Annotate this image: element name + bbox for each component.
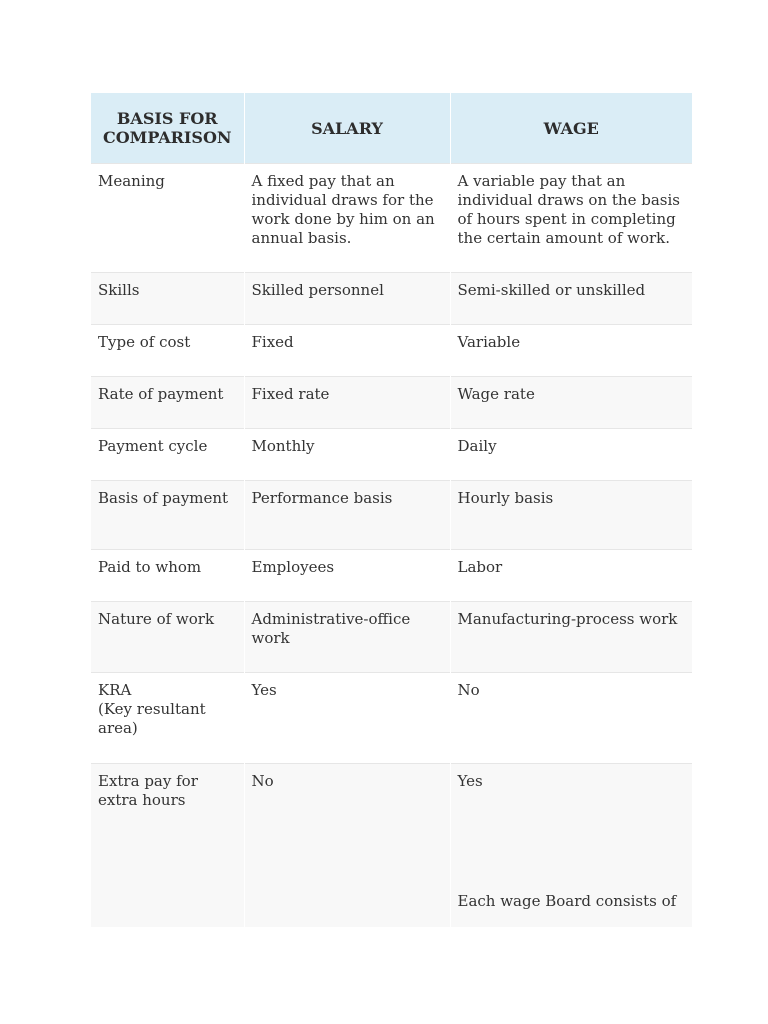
table-row	[91, 673, 692, 764]
cell-salary: Fixed rate	[244, 377, 450, 429]
comparison-table	[91, 93, 692, 927]
cell-basis: Rate of payment	[91, 377, 244, 429]
header-wage: WAGE	[450, 93, 692, 164]
cell-basis: Meaning	[91, 164, 244, 273]
cell-salary: Fixed	[244, 325, 450, 377]
cell-basis: Type of cost	[91, 325, 244, 377]
cell-wage-note: Each wage Board consists of	[457, 892, 677, 910]
cell-wage	[450, 764, 692, 928]
cell-wage: Daily	[450, 429, 692, 481]
cell-salary: Skilled personnel	[244, 273, 450, 325]
cell-wage: A variable pay that an individual draws on the basis of hours spent in completing the certain amount of work.	[450, 164, 692, 273]
cell-wage: Semi-skilled or unskilled	[450, 273, 692, 325]
cell-wage: Labor	[450, 550, 692, 602]
cell-wage: No	[450, 673, 692, 764]
cell-salary: Performance basis	[244, 481, 450, 550]
header-salary: SALARY	[244, 93, 450, 164]
cell-salary: Administrative-office work	[244, 602, 450, 673]
cell-wage: Hourly basis	[450, 481, 692, 550]
cell-basis-sublabel: (Key resultant area)	[98, 700, 206, 737]
table-row	[91, 481, 692, 550]
table-row	[91, 764, 692, 928]
cell-salary: Yes	[244, 673, 450, 764]
cell-salary: A fixed pay that an individual draws for the work done by him on an annual basis.	[244, 164, 450, 273]
cell-basis: Basis of payment	[91, 481, 244, 550]
cell-basis: Extra pay for extra hours	[91, 764, 244, 928]
cell-salary: No	[244, 764, 450, 928]
cell-basis: Nature of work	[91, 602, 244, 673]
cell-salary: Employees	[244, 550, 450, 602]
table-row	[91, 602, 692, 673]
cell-wage: Manufacturing-process work	[450, 602, 692, 673]
table-row	[91, 429, 692, 481]
cell-wage: Wage rate	[450, 377, 692, 429]
header-basis: BASIS FOR COMPARISON	[91, 93, 244, 164]
table-row	[91, 550, 692, 602]
cell-wage: Variable	[450, 325, 692, 377]
cell-basis	[91, 673, 244, 764]
table-header-row	[91, 93, 692, 164]
table-row	[91, 273, 692, 325]
cell-wage-value: Yes	[457, 772, 483, 790]
table-row	[91, 164, 692, 273]
cell-basis: Skills	[91, 273, 244, 325]
table-row	[91, 377, 692, 429]
cell-salary: Monthly	[244, 429, 450, 481]
table-row	[91, 325, 692, 377]
cell-basis: Payment cycle	[91, 429, 244, 481]
cell-basis: Paid to whom	[91, 550, 244, 602]
cell-basis-label: KRA	[98, 681, 132, 699]
